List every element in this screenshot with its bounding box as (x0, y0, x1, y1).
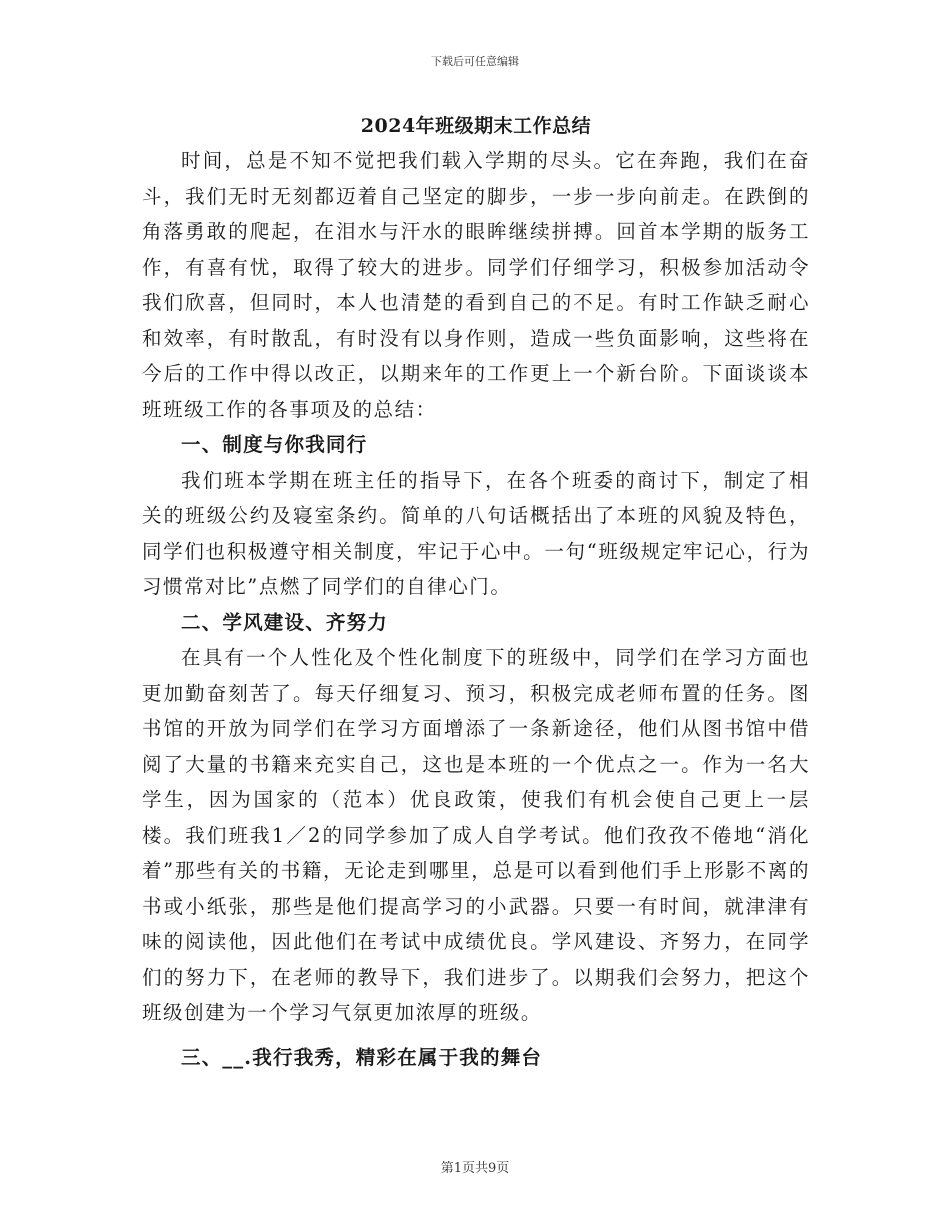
section-3-heading: 三、__.我行我秀，精彩在属于我的舞台 (181, 1045, 543, 1069)
section-2-heading: 二、学风建设、齐努力 (181, 610, 389, 634)
section-2-paragraph: 在具有一个人性化及个性化制度下的班级中，同学们在学习方面也更加勤奋刻苦了。每天仔细复习、预习，积极完成老师布置的任务。图书馆的开放为同学们在学习方面增添了一条新途径，他们从图书馆中借阅了大量的书籍来充实自己，这也是本班的一个优点之一。作为一名大学生，因为国家的（范本）优良政策，使我们有机会使自己更上一层楼。我们班我1／2的同学参加了成人自学考试。他们孜孜不倦地“消化着”那些有关的书籍，无论走到哪里，总是可以看到他们手上形影不离的书或小纸张，那些是他们提高学习的小武器。只要一有时间，就津津有味的阅读他，因此他们在考试中成绩优良。学风建设、齐努力，在同学们的努力下，在老师的教导下，我们进步了。以期我们会努力，把这个班级创建为一个学习气氛更加浓厚的班级。 (142, 646, 810, 1024)
section-1-paragraph: 我们班本学期在班主任的指导下，在各个班委的商讨下，制定了相关的班级公约及寝室条约。简单的八句话概括出了本班的风貌及特色，同学们也积极遵守相关制度，牢记于心中。一句“班级规定牢记心，行为习惯常对比”点燃了同学们的自律心门。 (142, 468, 810, 598)
section-1-heading: 一、制度与你我同行 (181, 433, 368, 456)
page-number: 第1页共9页 (440, 1161, 510, 1176)
page-header-note: 下载后可任意编辑 (431, 55, 519, 68)
document-title: 2024年班级期末工作总结 (360, 115, 592, 137)
intro-paragraph: 时间，总是不知不觉把我们载入学期的尽头。它在奔跑，我们在奋斗，我们无时无刻都迈着自己坚定的脚步，一步一步向前走。在跌倒的角落勇敢的爬起，在泪水与汗水的眼眸继续拼搏。回首本学期的版务工作，有喜有忧，取得了较大的进步。同学们仔细学习，积极参加活动令我们欣喜，但同时，本人也清楚的看到自己的不足。有时工作缺乏耐心和效率，有时散乱，有时没有以身作则，造成一些负面影响，这些将在今后的工作中得以改正，以期来年的工作更上一个新台阶。下面谈谈本班班级工作的各事项及的总结： (142, 149, 810, 421)
document-body (142, 111, 810, 1075)
